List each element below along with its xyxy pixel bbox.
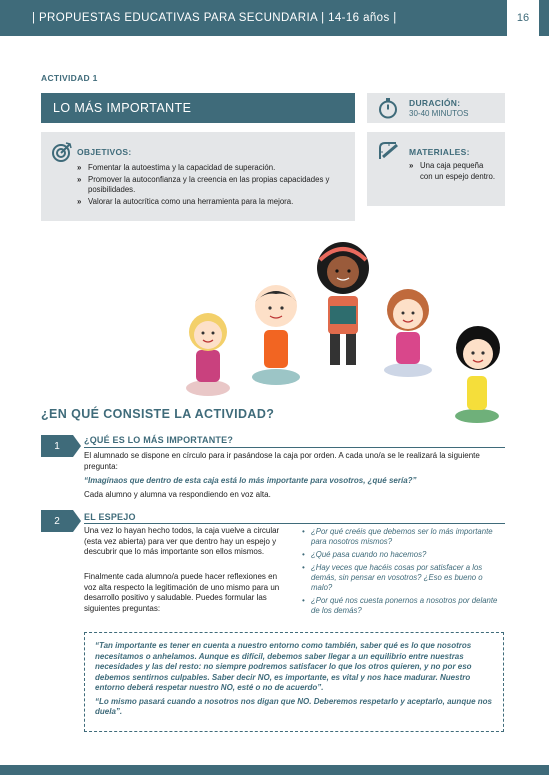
question-list — [302, 527, 505, 619]
materials-box — [367, 132, 505, 206]
header-title: | PROPUESTAS EDUCATIVAS PARA SECUNDARIA | 14-16 años | — [32, 12, 397, 24]
activity-label: ACTIVIDAD 1 — [41, 73, 98, 83]
girl-curly-hair-figure — [317, 242, 369, 365]
closing-quote-paragraph-2: “Lo mismo pasará cuando a nosotros nos digan que NO. Deberemos respetarlo y aceptarlo, aunque nos duela”. — [95, 696, 492, 716]
question-item: • ¿Por qué nos cuesta ponernos a nosotros por delante de los demás? — [302, 596, 505, 616]
question-item: • ¿Qué pasa cuando no hacemos? — [302, 550, 505, 560]
ruler-pencil-icon — [377, 140, 401, 162]
boy-curly-hair-figure — [455, 326, 500, 423]
material-item: » Una caja pequeña con un espejo dentro. — [407, 161, 497, 182]
step-1-paragraph-2: Cada alumno y alumna va respondiendo en voz alta. — [84, 490, 271, 499]
step-2-rule — [84, 523, 505, 524]
objective-item: » Valorar la autocrítica como una herramienta para la mejora. — [75, 197, 340, 208]
objective-item: » Promover la autoconfianza y la creencia en las propias capacidades y posibilidades. — [75, 175, 340, 196]
question-item: • ¿Por qué creéis que debemos ser lo más importante para nosotros mismos? — [302, 527, 505, 547]
materials-label: MATERIALES: — [409, 147, 470, 157]
duration-box — [367, 93, 505, 123]
girl-redhead-figure — [384, 289, 432, 377]
activity-title: LO MÁS IMPORTANTE — [41, 93, 355, 123]
step-2-paragraph-2: Finalmente cada alumno/a puede hacer reflexiones en voz alta respecto la legitimación de uno mismo para un desarrollo positivo y saludable. Puedes formular las siguientes preguntas: — [84, 572, 280, 613]
step-1-number: 1 — [41, 435, 73, 457]
boy-dark-hair-figure — [252, 285, 300, 385]
page-footer-bar — [0, 765, 549, 775]
duration-label: DURACIÓN: — [409, 98, 461, 108]
objectives-list — [75, 163, 340, 208]
step-2-title: EL ESPEJO — [84, 512, 136, 522]
closing-quote-box — [84, 632, 504, 732]
target-icon — [51, 141, 73, 163]
step-1-title: ¿QUÉ ES LO MÁS IMPORTANTE? — [84, 435, 234, 445]
page-number: 16 — [507, 0, 539, 36]
step-2-paragraph: Una vez lo hayan hecho todos, la caja vuelve a circular (esta vez abierta) para ver que dentro hay un espejo y descubrir que lo más importante son ellos mismos. — [84, 526, 280, 556]
closing-quote-paragraph: “Tan importante es tener en cuenta a nuestro entorno como también, saber qué es lo que nosotros necesitamos o anhelamos. Aunque es difícil, debemos saber llegar a un equilibrio entre nuestras necesidades y las del resto: no siempre podremos satisfacer lo que los otros quieren, y no por eso debemos sentirnos culpables. Saber decir NO, es importante, es vital y nos hace madurar. Nuestro entorno deberá respetar nuestro NO, esté o no de acuerdo”. — [95, 641, 472, 692]
duration-value: 30-40 MINUTOS — [409, 109, 469, 118]
materials-list — [407, 161, 497, 183]
objectives-box — [41, 132, 355, 221]
objectives-label: OBJETIVOS: — [77, 147, 132, 157]
step-1-quote: “Imagínaos que dentro de esta caja está lo más importante para vosotros, ¿qué sería?” — [84, 476, 417, 485]
children-illustration — [170, 240, 510, 430]
step-1-rule — [84, 447, 505, 448]
question-item: • ¿Hay veces que hacéis cosas por satisfacer a los demás, sin pensar en vosotros? ¿Eso es bueno o malo? — [302, 563, 505, 593]
step-1-paragraph: El alumnado se dispone en círculo para ir pasándose la caja por orden. A cada uno/a se le realizará la siguiente pregunta: — [84, 451, 480, 471]
section-title: ¿EN QUÉ CONSISTE LA ACTIVIDAD? — [41, 407, 275, 421]
step-2-number: 2 — [41, 510, 73, 532]
objective-item: » Fomentar la autoestima y la capacidad de superación. — [75, 163, 340, 174]
girl-blonde-figure — [186, 313, 230, 396]
stopwatch-icon — [377, 97, 399, 119]
